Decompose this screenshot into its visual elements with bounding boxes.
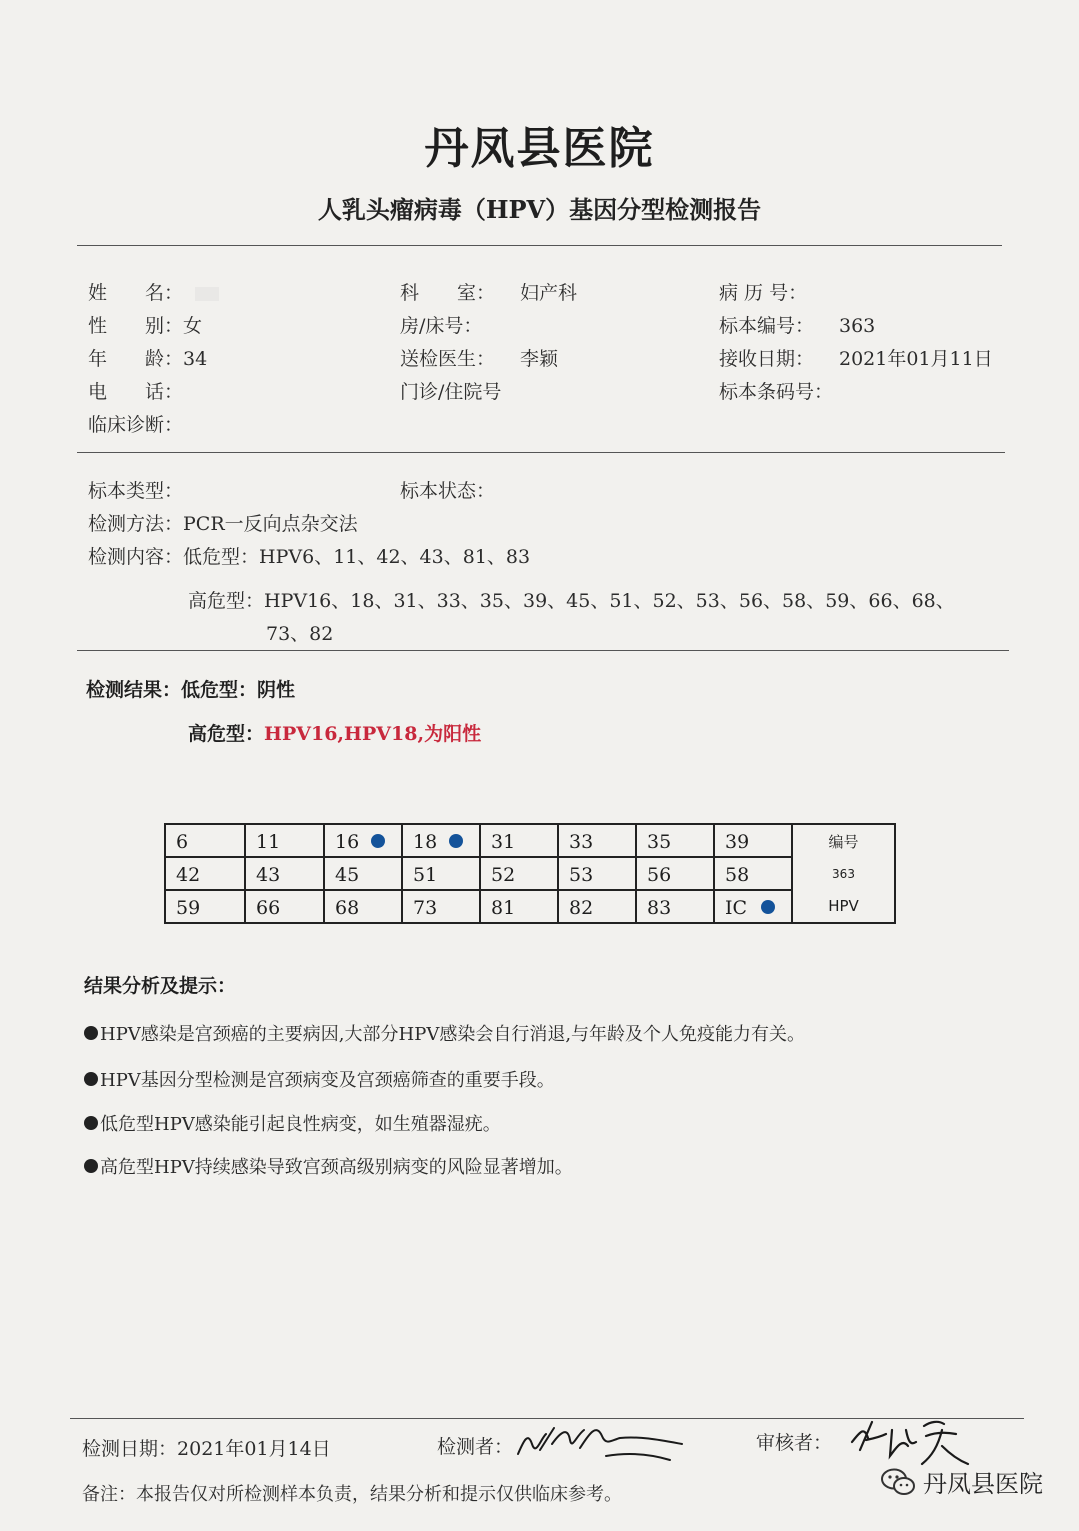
report-title: 人乳头瘤病毒（HPV）基因分型检测报告	[317, 195, 762, 224]
wechat-icon	[881, 1468, 915, 1496]
hpv-result-grid	[164, 823, 896, 924]
positive-dot-icon	[449, 834, 463, 848]
grid-row-3	[165, 890, 895, 923]
patient-name-label: 姓 名：	[88, 282, 184, 304]
received-value: 2021年01月11日	[839, 348, 993, 370]
dept-value: 妇产科	[520, 282, 578, 304]
doctor-row	[400, 344, 558, 371]
received-label: 接收日期：	[719, 348, 815, 370]
grid-cell: 42	[165, 857, 245, 890]
received-row	[719, 344, 993, 371]
specimen-status-label: 标本状态：	[400, 480, 496, 502]
analysis-item: HPV基因分型检测是宫颈病变及宫颈癌筛查的重要手段。	[84, 1066, 555, 1092]
content-low-row	[88, 542, 530, 569]
patient-phone-row	[88, 377, 183, 404]
divider-mid	[77, 452, 1005, 453]
control-dot-icon	[761, 900, 775, 914]
grid-cell: 56	[636, 857, 714, 890]
grid-cell: 58	[714, 857, 792, 890]
record-row	[719, 278, 807, 305]
grid-cell: 73	[402, 890, 480, 923]
specimen-no-label: 标本编号：	[719, 315, 815, 337]
patient-phone-label: 电 话：	[88, 381, 184, 403]
grid-cell: 68	[324, 890, 402, 923]
content-label: 检测内容：	[88, 546, 184, 568]
doctor-value: 李颖	[520, 348, 559, 370]
result-low-label: 低危型：	[181, 679, 258, 701]
grid-cell: 43	[245, 857, 324, 890]
divider-top	[77, 245, 1002, 246]
clinical-diagnosis-label: 临床诊断：	[88, 414, 184, 436]
grid-cell: 53	[558, 857, 636, 890]
name-redaction	[195, 287, 219, 301]
grid-cell-positive: 16	[324, 824, 402, 857]
specimen-type-label: 标本类型：	[88, 480, 184, 502]
content-high-row-2	[266, 619, 333, 646]
reviewer-signature	[846, 1412, 976, 1472]
barcode-label: 标本条码号：	[719, 381, 834, 403]
bullet-icon	[84, 1116, 98, 1130]
bed-row	[400, 311, 482, 338]
grid-cell: 83	[636, 890, 714, 923]
analysis-item: HPV感染是宫颈癌的主要病因,大部分HPV感染会自行消退,与年龄及个人免疫能力有关。	[84, 1020, 805, 1046]
specimen-no-value: 363	[839, 315, 876, 337]
outpatient-row	[400, 377, 501, 404]
grid-row-1	[165, 824, 895, 857]
result-high-value: HPV16,HPV18,为阳性	[264, 723, 482, 745]
result-high-label: 高危型：	[188, 723, 265, 745]
record-label: 病 历 号：	[719, 282, 808, 304]
grid-cell: 81	[480, 890, 558, 923]
clinical-diagnosis-row	[88, 410, 183, 437]
analysis-item: 低危型HPV感染能引起良性病变，如生殖器湿疣。	[84, 1110, 501, 1136]
hospital-name: 丹凤县医院	[424, 123, 655, 174]
method-row	[88, 509, 358, 536]
reviewer-label: 审核者：	[756, 1432, 833, 1454]
grid-side-number: 363	[792, 857, 895, 890]
dept-label: 科 室：	[400, 282, 496, 304]
test-date-row	[82, 1434, 331, 1461]
specimen-status-row	[400, 476, 495, 503]
watermark-text: 丹凤县医院	[923, 1470, 1043, 1498]
grid-cell: 51	[402, 857, 480, 890]
bullet-icon	[84, 1026, 98, 1040]
grid-cell-positive: 18	[402, 824, 480, 857]
grid-cell: 39	[714, 824, 792, 857]
result-low-value: 阴性	[257, 679, 296, 701]
patient-name-row	[88, 278, 219, 305]
bullet-icon	[84, 1072, 98, 1086]
bullet-icon	[84, 1159, 98, 1173]
wechat-watermark	[881, 1464, 1043, 1499]
grid-cell: 33	[558, 824, 636, 857]
grid-cell: 59	[165, 890, 245, 923]
content-high-row	[188, 586, 955, 613]
analysis-title: 结果分析及提示：	[84, 975, 237, 997]
grid-side-hpv: HPV	[792, 890, 895, 923]
result-label: 检测结果：	[86, 679, 182, 701]
doctor-label: 送检医生：	[400, 348, 496, 370]
content-high-value-1: HPV16、18、31、33、35、39、45、51、52、53、56、58、59、66、68、	[264, 590, 955, 612]
method-label: 检测方法：	[88, 513, 184, 535]
specimen-type-row	[88, 476, 183, 503]
analysis-item: 高危型HPV持续感染导致宫颈高级别病变的风险显著增加。	[84, 1153, 573, 1179]
result-high-row	[188, 719, 481, 746]
grid-cell: 66	[245, 890, 324, 923]
grid-cell-control: IC	[714, 890, 792, 923]
divider-result	[77, 650, 1009, 651]
tester-signature	[510, 1410, 690, 1470]
footer-note: 备注：本报告仅对所检测样本负责，结果分析和提示仅供临床参考。	[82, 1484, 622, 1505]
content-high-value-2: 73、82	[266, 623, 334, 645]
specimen-no-row	[719, 311, 875, 338]
patient-age-value: 34	[183, 348, 208, 370]
positive-dot-icon	[371, 834, 385, 848]
grid-side-label: 编号	[792, 824, 895, 857]
patient-gender-row	[88, 311, 202, 338]
barcode-row	[719, 377, 833, 404]
test-date-label: 检测日期：	[82, 1438, 178, 1460]
grid-cell: 45	[324, 857, 402, 890]
tester-label: 检测者：	[437, 1436, 514, 1458]
grid-cell: 35	[636, 824, 714, 857]
content-low-value: HPV6、11、42、43、81、83	[259, 546, 531, 568]
grid-row-2	[165, 857, 895, 890]
dept-row	[400, 278, 577, 305]
patient-gender-value: 女	[183, 315, 203, 337]
result-low-row	[86, 675, 295, 702]
outpatient-label: 门诊/住院号	[400, 381, 502, 403]
patient-gender-label: 性 别：	[88, 315, 184, 337]
patient-age-label: 年 龄：	[88, 348, 184, 370]
patient-age-row	[88, 344, 207, 371]
bed-label: 房/床号：	[400, 315, 483, 337]
grid-cell: 52	[480, 857, 558, 890]
grid-cell: 6	[165, 824, 245, 857]
content-low-label: 低危型：	[183, 546, 260, 568]
grid-cell: 11	[245, 824, 324, 857]
method-value: PCR一反向点杂交法	[183, 513, 358, 535]
test-date-value: 2021年01月14日	[177, 1438, 331, 1460]
content-high-label: 高危型：	[188, 590, 265, 612]
grid-cell: 82	[558, 890, 636, 923]
grid-cell: 31	[480, 824, 558, 857]
